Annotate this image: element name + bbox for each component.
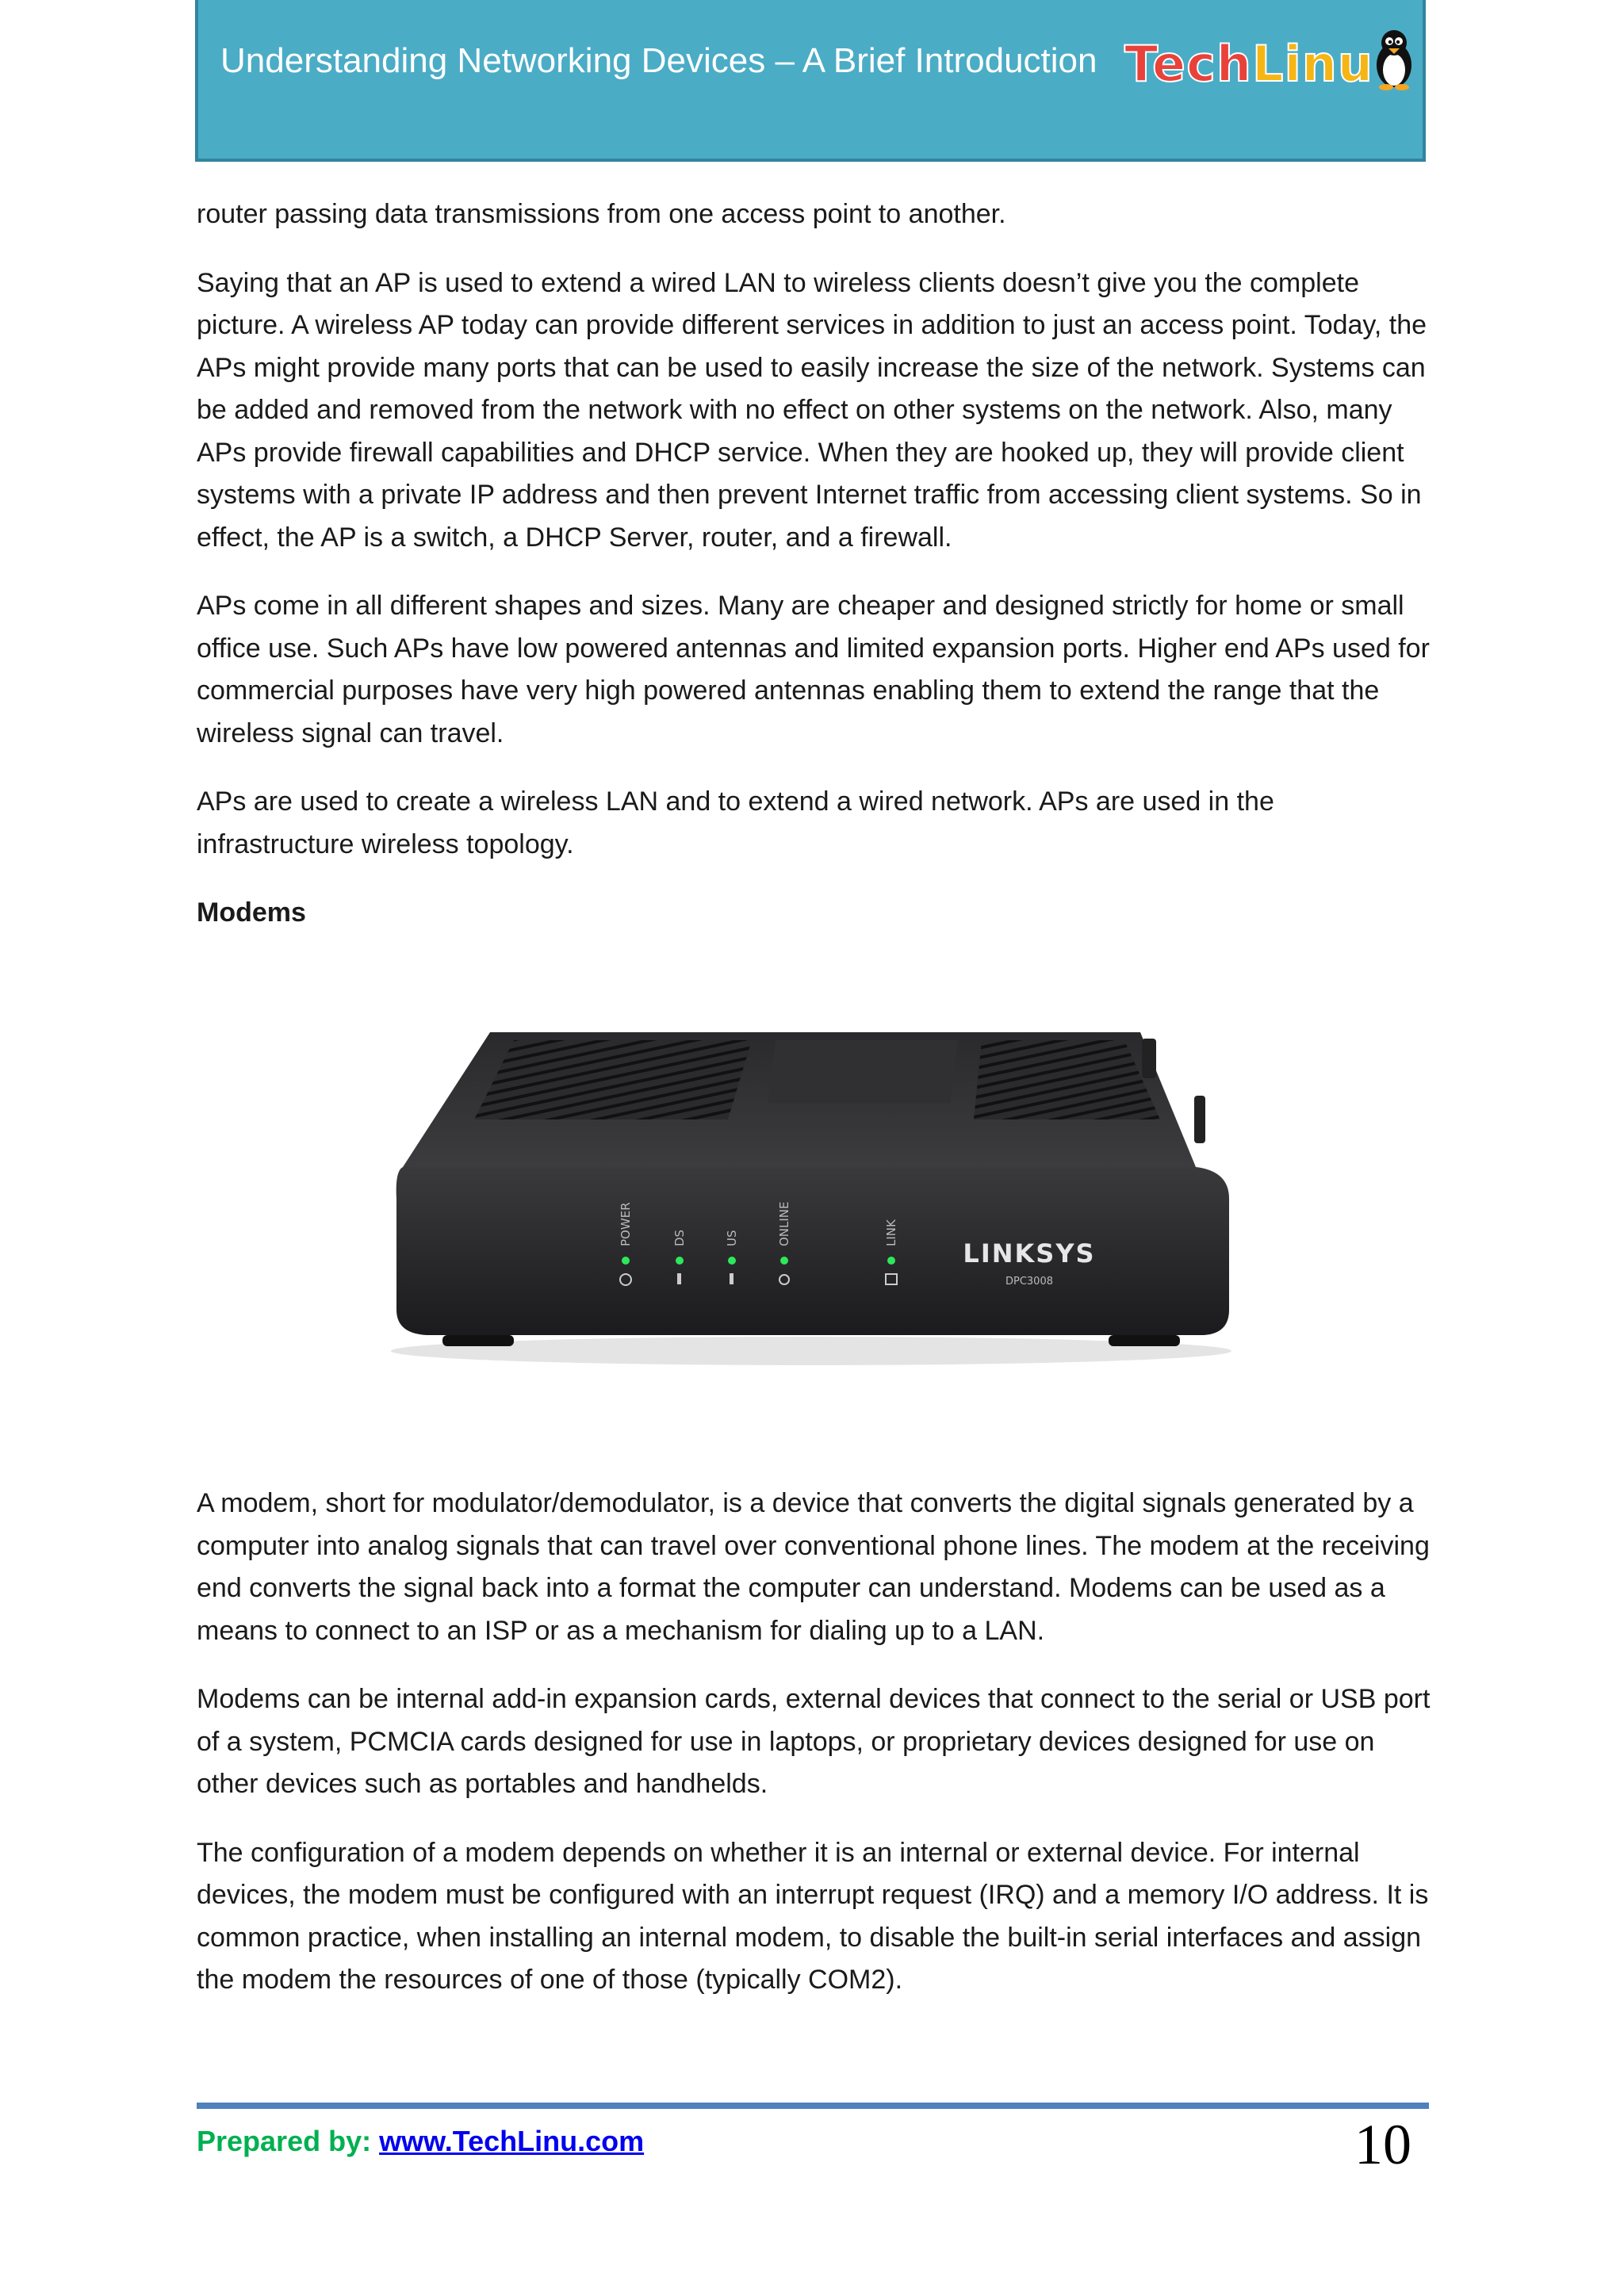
document-body <box>197 193 1431 961</box>
footer-divider <box>197 2103 1429 2109</box>
led-dot-online <box>780 1257 788 1265</box>
paragraph-1: router passing data transmissions from one access point to another. <box>197 199 1006 229</box>
paragraph-3: APs come in all different shapes and sizes. Many are cheaper and designed strictly for home or small office use. Such APs have low powered antennas and limited expansion ports. Higher end APs used for commercial purposes have very high powered antennas enabling them to extend the range that the wireless signal can travel. <box>197 591 1430 748</box>
paragraph-2: Saying that an AP is used to extend a wired LAN to wireless clients doesn’t give you the complete picture. A wireless AP today can provide different services in addition to just an access point. Today, the APs might provide many ports that can be used to easily increase the size of the network. Systems can be added and removed from the network with no effect on other systems on the network. Also, many APs provide firewall capabilities and DHCP service. When they are hooked up, they will provide client systems with a private IP address and then prevent Internet traffic from accessing client systems. So in effect, the AP is a switch, a DHCP Server, router, and a firewall. <box>197 267 1427 553</box>
logo-tech-text: Tech <box>1124 35 1252 93</box>
paragraph-6: Modems can be internal add-in expansion cards, external devices that connect to the serial or USB port of a system, PCMCIA cards designed for use in laptops, or proprietary devices designed for use on other devices such as portables and handhelds. <box>197 1684 1431 1799</box>
led-label-online: ONLINE <box>777 1201 791 1246</box>
led-label-power: POWER <box>619 1202 633 1246</box>
led-dot-power <box>622 1257 630 1265</box>
section-heading-modems: Modems <box>197 897 306 928</box>
led-label-us: US <box>725 1230 739 1246</box>
paragraph-5: A modem, short for modulator/demodulator, is a device that converts the digital signals generated by a computer into analog signals that can travel over conventional phone lines. The modem at the receiving end converts the signal back into a format the computer can understand. Modems can be used as a means to connect to an ISP or as a mechanism for dialing up to a LAN. <box>197 1488 1430 1646</box>
techlinu-logo <box>1124 35 1373 93</box>
led-label-ds: DS <box>672 1229 687 1246</box>
led-dot-ds <box>676 1257 684 1265</box>
upstream-icon <box>730 1273 733 1284</box>
website-link[interactable]: www.TechLinu.com <box>379 2125 645 2157</box>
led-dot-us <box>728 1257 736 1265</box>
downstream-icon <box>677 1273 681 1284</box>
brand-label: LINKSYS <box>963 1238 1096 1269</box>
document-body-continued <box>197 1483 1431 2028</box>
modem-image <box>379 1008 1243 1373</box>
header-title: Understanding Networking Devices – A Brief Introduction <box>220 41 1097 80</box>
paragraph-7: The configuration of a modem depends on whether it is an internal or external device. For internal devices, the modem must be configured with an interrupt request (IRQ) and a memory I/O address. It is common practice, when installing an internal modem, to disable the built-in serial interfaces and assign the modem the resources of one of those (typically COM2). <box>197 1837 1429 1995</box>
page-number: 10 <box>1354 2113 1411 2176</box>
led-dot-link <box>887 1257 895 1265</box>
led-label-link: LINK <box>884 1219 898 1246</box>
model-label: DPC3008 <box>1005 1276 1054 1288</box>
prepared-by-label: Prepared by: <box>197 2125 372 2157</box>
penguin-icon <box>1370 27 1418 90</box>
logo-linu-text: Linu <box>1252 35 1374 93</box>
footer-prepared-by <box>197 2125 644 2158</box>
paragraph-4: APs are used to create a wireless LAN and to extend a wired network. APs are used in the infrastructure wireless topology. <box>197 786 1274 859</box>
page-header <box>195 0 1426 162</box>
